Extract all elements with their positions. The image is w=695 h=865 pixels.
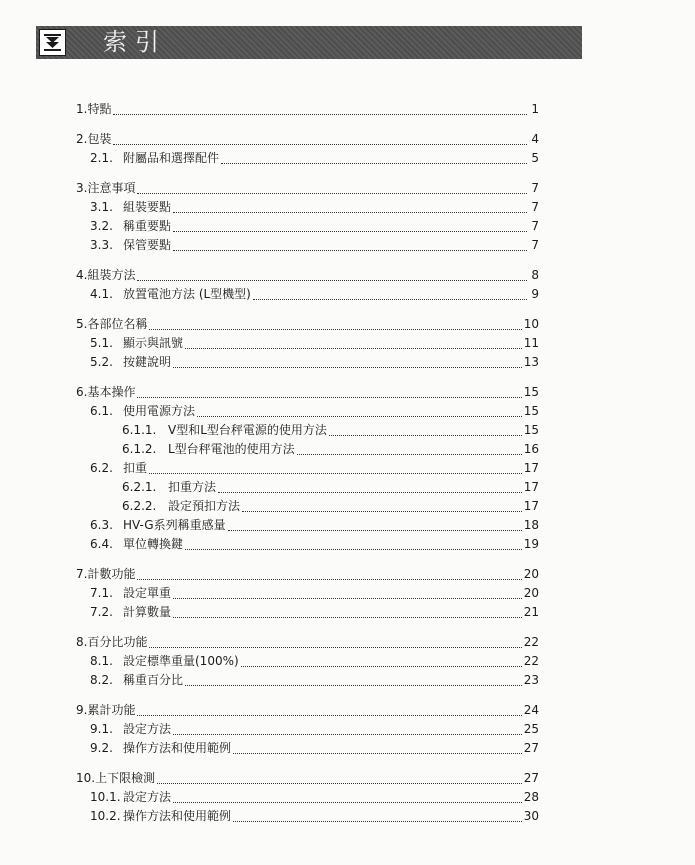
dot-leader	[218, 491, 522, 493]
toc-entry-page: 9	[531, 287, 539, 301]
toc-entry[interactable]	[90, 217, 539, 236]
toc-section	[0, 565, 695, 622]
toc-entry-page: 20	[523, 567, 539, 581]
toc-entry-number: 8.1.	[90, 654, 113, 668]
dot-leader	[185, 684, 522, 686]
toc-entry-number: 4.1.	[90, 287, 113, 301]
dot-leader	[149, 472, 522, 474]
toc-entry-number: 6.4.	[90, 537, 113, 551]
toc-entry[interactable]	[76, 100, 539, 119]
toc-section	[0, 383, 695, 554]
toc-section	[0, 100, 695, 119]
toc-entry-number: 6.2.2.	[122, 499, 157, 513]
table-of-contents	[0, 100, 695, 837]
toc-entry-label: 設定標準重量(100%)	[123, 654, 239, 668]
toc-entry-number: 3.	[76, 181, 88, 195]
toc-entry[interactable]	[76, 179, 539, 198]
toc-entry-label: 設定單重	[123, 586, 172, 600]
toc-entry-page: 28	[523, 790, 539, 804]
toc-entry-number: 6.1.	[90, 404, 113, 418]
toc-entry[interactable]	[90, 788, 539, 807]
toc-entry-page: 24	[523, 703, 539, 717]
toc-entry[interactable]	[90, 149, 539, 168]
toc-entry-label: 操作方法和使用範例	[123, 741, 232, 755]
toc-section	[0, 266, 695, 304]
toc-entry-page: 20	[523, 586, 539, 600]
toc-entry-label: 顯示與訊號	[123, 336, 184, 350]
toc-entry-page: 27	[523, 741, 539, 755]
toc-entry-number: 5.2.	[90, 355, 113, 369]
toc-entry-label: 累計功能	[87, 703, 136, 717]
toc-entry-page: 8	[531, 268, 539, 282]
toc-entry[interactable]	[76, 565, 539, 584]
toc-entry-label: 基本操作	[87, 385, 136, 399]
toc-entry-label: 計算數量	[123, 605, 172, 619]
toc-entry-number: 2.	[76, 132, 88, 146]
toc-entry-label: 使用電源方法	[123, 404, 196, 418]
dot-leader	[233, 752, 522, 754]
toc-section	[0, 315, 695, 372]
toc-entry-label: 上下限檢測	[95, 771, 156, 785]
toc-entry-number: 6.2.	[90, 461, 113, 475]
dot-leader	[185, 548, 522, 550]
toc-entry-label: 各部位名稱	[87, 317, 148, 331]
toc-entry-label: 組裝要點	[123, 200, 172, 214]
dot-leader	[173, 366, 522, 368]
dot-leader	[157, 782, 522, 784]
toc-entry-page: 4	[531, 132, 539, 146]
toc-entry-page: 11	[523, 336, 539, 350]
dot-leader	[173, 211, 527, 213]
toc-entry-label: V型和L型台秤電源的使用方法	[168, 423, 327, 437]
dot-leader	[173, 616, 522, 618]
toc-entry-page: 21	[523, 605, 539, 619]
arrow-down-double-icon	[39, 29, 66, 56]
index-header	[36, 26, 582, 59]
toc-entry-page: 27	[523, 771, 539, 785]
toc-section	[0, 701, 695, 758]
toc-entry[interactable]	[122, 440, 539, 459]
toc-entry[interactable]	[90, 334, 539, 353]
toc-entry[interactable]	[90, 603, 539, 622]
toc-entry-number: 6.3.	[90, 518, 113, 532]
toc-entry-number: 7.	[76, 567, 88, 581]
toc-entry[interactable]	[90, 671, 539, 690]
toc-entry-label: 計數功能	[87, 567, 136, 581]
toc-entry[interactable]	[90, 516, 539, 535]
toc-entry[interactable]	[90, 535, 539, 554]
toc-entry-page: 13	[523, 355, 539, 369]
dot-leader	[149, 646, 521, 648]
toc-section	[0, 130, 695, 168]
toc-entry-number: 7.1.	[90, 586, 113, 600]
toc-entry[interactable]	[90, 353, 539, 372]
toc-entry-number: 9.1.	[90, 722, 113, 736]
toc-entry[interactable]	[90, 402, 539, 421]
toc-entry[interactable]	[90, 285, 539, 304]
dot-leader	[173, 230, 527, 232]
toc-entry-page: 5	[531, 151, 539, 165]
toc-entry[interactable]	[90, 652, 539, 671]
dot-leader	[233, 820, 522, 822]
toc-entry-page: 22	[523, 635, 539, 649]
toc-entry-label: 保管要點	[123, 238, 172, 252]
toc-entry-label: 稱重百分比	[123, 673, 184, 687]
dot-leader	[197, 415, 522, 417]
toc-entry-page: 15	[523, 404, 539, 418]
toc-entry[interactable]	[90, 739, 539, 758]
toc-section	[0, 769, 695, 826]
toc-entry[interactable]	[122, 421, 539, 440]
toc-entry-label: 設定預扣方法	[168, 499, 241, 513]
toc-entry[interactable]	[76, 769, 539, 788]
toc-entry-number: 6.1.2.	[122, 442, 157, 456]
toc-entry-page: 17	[523, 499, 539, 513]
toc-entry-label: 扣重	[123, 461, 148, 475]
toc-entry[interactable]	[76, 633, 539, 652]
dot-leader	[297, 453, 522, 455]
toc-entry-number: 1.	[76, 102, 88, 116]
toc-entry[interactable]	[90, 807, 539, 826]
dot-leader	[242, 510, 522, 512]
toc-entry-number: 5.	[76, 317, 88, 331]
toc-entry-label: 設定方法	[123, 790, 172, 804]
toc-entry-page: 15	[523, 423, 539, 437]
dot-leader	[173, 249, 527, 251]
page-title: 索引	[103, 28, 167, 56]
toc-entry-number: 3.3.	[90, 238, 113, 252]
toc-entry-page: 18	[523, 518, 539, 532]
dot-leader	[253, 298, 527, 300]
dot-leader	[137, 714, 521, 716]
toc-entry-number: 6.2.1.	[122, 480, 157, 494]
toc-entry-page: 1	[531, 102, 539, 116]
toc-entry-label: L型台秤電池的使用方法	[168, 442, 295, 456]
dot-leader	[185, 347, 522, 349]
toc-entry-page: 22	[523, 654, 539, 668]
toc-entry-page: 7	[531, 238, 539, 252]
toc-entry[interactable]	[122, 478, 539, 497]
dot-leader	[173, 597, 522, 599]
dot-leader	[137, 578, 521, 580]
toc-entry[interactable]	[90, 584, 539, 603]
toc-entry-label: 扣重方法	[168, 480, 217, 494]
toc-entry-page: 23	[523, 673, 539, 687]
dot-leader	[173, 733, 522, 735]
toc-entry-label: 稱重要點	[123, 219, 172, 233]
toc-entry-page: 10	[523, 317, 539, 331]
toc-entry-label: 設定方法	[123, 722, 172, 736]
dot-leader	[137, 396, 521, 398]
toc-entry[interactable]	[76, 315, 539, 334]
toc-entry-page: 19	[523, 537, 539, 551]
toc-entry-number: 10.	[76, 771, 96, 785]
toc-entry-number: 10.2.	[90, 809, 121, 823]
toc-entry-number: 6.	[76, 385, 88, 399]
toc-entry-page: 7	[531, 200, 539, 214]
toc-entry-number: 8.2.	[90, 673, 113, 687]
toc-entry[interactable]	[90, 720, 539, 739]
dot-leader	[113, 113, 527, 115]
dot-leader	[221, 162, 527, 164]
toc-entry-number: 10.1.	[90, 790, 121, 804]
toc-section	[0, 633, 695, 690]
toc-entry-label: 單位轉換鍵	[123, 537, 184, 551]
toc-entry[interactable]	[76, 383, 539, 402]
toc-entry-label: 包裝	[87, 132, 112, 146]
toc-entry-page: 30	[523, 809, 539, 823]
dot-leader	[241, 665, 522, 667]
toc-entry-number: 9.	[76, 703, 88, 717]
toc-entry-number: 9.2.	[90, 741, 113, 755]
toc-entry-page: 25	[523, 722, 539, 736]
toc-entry[interactable]	[76, 130, 539, 149]
toc-entry[interactable]	[90, 198, 539, 217]
toc-entry-number: 5.1.	[90, 336, 113, 350]
toc-entry[interactable]	[122, 497, 539, 516]
dot-leader	[228, 529, 522, 531]
toc-entry-label: 放置電池方法 (L型機型)	[123, 287, 251, 301]
toc-entry-page: 17	[523, 480, 539, 494]
toc-entry-page: 15	[523, 385, 539, 399]
toc-entry-label: 百分比功能	[87, 635, 148, 649]
toc-entry-label: 注意事項	[87, 181, 136, 195]
toc-entry-number: 6.1.1.	[122, 423, 157, 437]
dot-leader	[329, 434, 522, 436]
toc-entry-number: 8.	[76, 635, 88, 649]
toc-entry[interactable]	[76, 266, 539, 285]
dot-leader	[137, 279, 527, 281]
toc-entry-label: 組裝方法	[87, 268, 136, 282]
toc-entry-page: 16	[523, 442, 539, 456]
toc-entry-label: 附屬品和選擇配件	[123, 151, 220, 165]
toc-entry-number: 3.1.	[90, 200, 113, 214]
toc-entry[interactable]	[90, 459, 539, 478]
toc-entry-label: 操作方法和使用範例	[123, 809, 232, 823]
toc-entry-number: 4.	[76, 268, 88, 282]
dot-leader	[149, 328, 521, 330]
toc-section	[0, 179, 695, 255]
dot-leader	[137, 192, 527, 194]
toc-entry[interactable]	[90, 236, 539, 255]
toc-entry-page: 17	[523, 461, 539, 475]
toc-entry-number: 3.2.	[90, 219, 113, 233]
dot-leader	[113, 143, 527, 145]
toc-entry-page: 7	[531, 219, 539, 233]
toc-entry-label: 特點	[87, 102, 112, 116]
toc-entry[interactable]	[76, 701, 539, 720]
toc-entry-number: 7.2.	[90, 605, 113, 619]
toc-entry-number: 2.1.	[90, 151, 113, 165]
toc-entry-label: 按鍵說明	[123, 355, 172, 369]
toc-entry-label: HV-G系列稱重感量	[123, 518, 226, 532]
dot-leader	[173, 801, 522, 803]
toc-entry-page: 7	[531, 181, 539, 195]
